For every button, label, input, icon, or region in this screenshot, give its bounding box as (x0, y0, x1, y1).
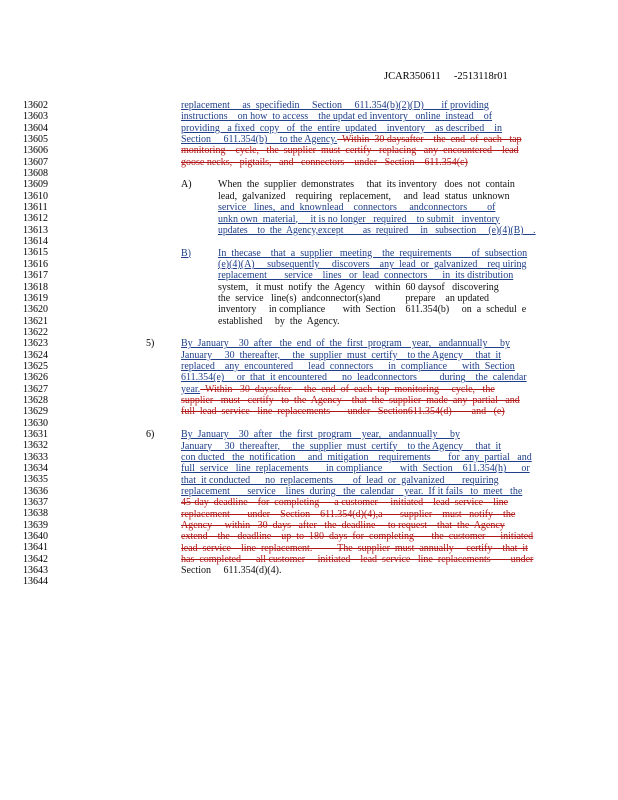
deleted-text: has completed all customer initiated lead service line replacements under (181, 554, 534, 565)
line-content (181, 565, 281, 576)
text-line (0, 179, 618, 190)
inserted-text: full service line replacements in compliance with Section 611.354(h) or (181, 463, 530, 475)
deleted-text: lead service line replacement. The supplier must annually certify that it (181, 542, 528, 554)
item-label: 6) (146, 429, 155, 441)
inserted-text: updates to the Agency,except as required in subsection (e)(4)(B) . (218, 224, 536, 236)
line-number: 13609 (23, 179, 48, 191)
text-line (0, 248, 618, 259)
text-line (0, 293, 618, 304)
inserted-text: By January 30 after the first program year, andannually by (181, 429, 460, 441)
text-line (0, 214, 618, 225)
line-number: 13641 (23, 542, 48, 554)
inserted-text: (e)(4)(A) subsequently discovers any lead or galvanized req uiring (218, 258, 527, 270)
line-content (181, 338, 510, 349)
line-number: 13637 (23, 497, 48, 509)
text-line (0, 145, 618, 156)
line-content (218, 282, 499, 293)
line-number: 13616 (23, 258, 48, 270)
text-line (0, 475, 618, 486)
line-number: 13612 (23, 213, 48, 225)
inserted-text: con ducted the notification and mitigation requirements for any partial and (181, 451, 532, 463)
line-number: 13624 (23, 349, 48, 361)
text-line (0, 236, 618, 247)
doc-id: JCAR350611 (384, 71, 441, 82)
line-number: 13603 (23, 111, 48, 123)
deleted-text: 45-day deadline for completing a customer initiated lead service line (181, 497, 509, 509)
text-line (0, 531, 618, 542)
text-line (0, 384, 618, 395)
line-number: 13620 (23, 304, 48, 316)
line-number: 13630 (23, 417, 48, 429)
line-number: 13606 (23, 145, 48, 157)
line-content (218, 316, 340, 327)
line-content (181, 441, 501, 452)
line-content (218, 202, 495, 213)
text-line (0, 327, 618, 338)
line-content (181, 145, 519, 156)
inserted-text: replacement service lines during the calendar year. (181, 485, 424, 497)
line-number: 13617 (23, 270, 48, 282)
text-line (0, 282, 618, 293)
line-number: 13634 (23, 463, 48, 474)
line-number: 13605 (23, 134, 48, 146)
inserted-text: replacement service lines or lead connectors in its distribution (218, 270, 514, 282)
plain-text: lead, galvanized requiring replacement, and lead status unknown (218, 190, 510, 202)
line-content (181, 497, 508, 508)
item-label: 5) (146, 338, 155, 350)
line-content (181, 395, 520, 406)
text-line (0, 486, 618, 497)
line-number: 13633 (23, 451, 48, 463)
line-content (218, 179, 515, 190)
text-line (0, 100, 618, 111)
line-number: 13639 (23, 519, 48, 531)
inserted-text: Section 611.354(b) to the Agency. (181, 134, 338, 146)
line-content (181, 475, 499, 486)
inserted-text: 611.354(e) or that it encountered no leadconnectors during the calendar (181, 372, 527, 384)
text-line (0, 565, 618, 576)
text-line (0, 123, 618, 134)
line-content (181, 543, 528, 554)
plain-text: inventory in compliance with Section 611.354(b) on a schedul e (218, 304, 527, 316)
line-number: 13642 (23, 553, 48, 565)
inserted-text: By January 30 after the end of the first program year, andannually by (181, 338, 510, 350)
line-content (218, 225, 536, 236)
line-number: 13635 (23, 474, 48, 486)
line-number: 13610 (23, 190, 48, 202)
line-content (181, 452, 532, 463)
deleted-text: goose necks, pigtails, and connectors under Section 611.354(c) (181, 156, 468, 168)
text-line (0, 520, 618, 531)
deleted-text: Agency within 30 days after the deadline to request that the Agency (181, 519, 505, 531)
inserted-text: January 30 thereafter, the supplier must certify to the Agency that it (181, 349, 502, 361)
line-content (181, 463, 530, 474)
inserted-text: providing a fixed copy of the entire updated inventory as described in (181, 122, 503, 134)
item-label: B) (181, 247, 191, 259)
deleted-text: replacement under Section 611.354(d)(4),a supplier must notify the (181, 508, 516, 520)
deleted-text: Within 30 daysafter the end of each tap monitoring cycle, the (200, 383, 495, 395)
line-content (181, 111, 492, 122)
text-line (0, 350, 618, 361)
text-line (0, 497, 618, 508)
plain-text: system, it must notify the Agency within 60 daysof discovering (218, 281, 499, 293)
line-content (218, 191, 510, 202)
inserted-text: In thecase that a supplier meeting the requirements of subsection (218, 247, 528, 259)
text-line (0, 157, 618, 168)
line-number: 13621 (23, 315, 48, 327)
line-content (218, 270, 513, 281)
inserted-text: year. (181, 383, 201, 395)
line-content (181, 134, 522, 145)
text-line (0, 418, 618, 429)
text-line (0, 270, 618, 281)
line-number: 13622 (23, 326, 48, 338)
line-number: 13644 (23, 576, 48, 588)
text-line (0, 554, 618, 565)
text-line (0, 463, 618, 474)
text-line (0, 406, 618, 417)
text-line (0, 338, 618, 349)
text-line (0, 395, 618, 406)
line-content (181, 157, 468, 168)
deleted-text: extend the deadline up to 180 days for completing the customer initiated (181, 531, 534, 543)
line-number: 13602 (23, 100, 48, 111)
line-number: 13626 (23, 372, 48, 384)
line-number: 13614 (23, 236, 48, 248)
line-content (218, 259, 527, 270)
deleted-text: Within 30 daysafter the end of each tap (337, 134, 522, 146)
line-number: 13623 (23, 338, 48, 350)
inserted-text: unkn own material, it is no longer required to submit inventory (218, 213, 500, 225)
text-line (0, 361, 618, 372)
text-line (0, 452, 618, 463)
line-content (181, 384, 495, 395)
line-number: 13631 (23, 428, 48, 440)
text-line (0, 316, 618, 327)
text-line (0, 441, 618, 452)
inserted-text: replaced any encountered lead connectors in compliance with Section (181, 361, 515, 373)
deleted-text: supplier must certify to the Agency that the supplier made any partial and (181, 395, 520, 407)
text-line (0, 543, 618, 554)
line-number: 13629 (23, 406, 48, 418)
text-line (0, 372, 618, 383)
line-number: 13625 (23, 360, 48, 372)
line-content (181, 123, 502, 134)
line-number: 13619 (23, 292, 48, 304)
document-header (384, 71, 508, 82)
line-content (181, 554, 533, 565)
plain-text: established by the Agency. (218, 315, 340, 327)
line-content (181, 429, 460, 440)
line-number: 13618 (23, 281, 48, 293)
line-number: 13608 (23, 168, 48, 180)
line-number: 13607 (23, 156, 48, 168)
line-content (218, 293, 489, 304)
text-line (0, 509, 618, 520)
line-number: 13638 (23, 508, 48, 520)
line-content (181, 406, 505, 417)
line-content (181, 520, 505, 531)
text-line (0, 168, 618, 179)
plain-text: the service line(s) andconnector(s)and prepare an updated (218, 292, 490, 304)
item-label: A) (181, 179, 192, 191)
line-number: 13615 (23, 247, 48, 259)
inserted-text: instructions on how to access the updat ed inventory online instead of (181, 111, 493, 123)
line-content (181, 486, 522, 497)
inserted-text: service lines, and knownlead connectors andconnectors of (218, 202, 496, 214)
line-number: 13613 (23, 224, 48, 236)
text-line (0, 202, 618, 213)
doc-version: -2513118r01 (453, 71, 508, 82)
line-content (181, 350, 501, 361)
line-number: 13604 (23, 122, 48, 134)
plain-text: Section 611.354(d)(4). (181, 565, 282, 577)
text-line (0, 134, 618, 145)
deleted-text: monitoring cycle, the supplier must certify replacing any encountered lead (181, 145, 519, 157)
text-line (0, 225, 618, 236)
line-content (181, 361, 515, 372)
line-number: 13632 (23, 440, 48, 452)
text-line (0, 259, 618, 270)
line-content (181, 100, 489, 111)
inserted-text: If it fails to meet the (423, 485, 523, 497)
deleted-text: full lead service line replacements under Section611.354(d) and (e) (181, 406, 505, 418)
line-content (181, 509, 515, 520)
plain-text: When the supplier demonstrates that its inventory does not contain (218, 179, 515, 191)
line-content (218, 304, 526, 315)
line-content (218, 214, 500, 225)
inserted-text: that it conducted no replacements of lead or galvanized requiring (181, 474, 499, 486)
line-number: 13643 (23, 565, 48, 577)
line-number: 13611 (23, 202, 48, 214)
line-number: 13636 (23, 485, 48, 497)
line-number: 13628 (23, 394, 48, 406)
text-line (0, 111, 618, 122)
text-line (0, 191, 618, 202)
line-content (218, 248, 527, 259)
inserted-text: January 30 thereafter, the supplier must certify to the Agency that it (181, 440, 502, 452)
text-line (0, 304, 618, 315)
line-content (181, 372, 527, 383)
line-number: 13627 (23, 383, 48, 395)
text-line (0, 577, 618, 588)
line-content (181, 531, 533, 542)
text-line (0, 429, 618, 440)
line-number: 13640 (23, 531, 48, 543)
inserted-text: replacement as specifiedin Section 611.354(b)(2)(D) if providing (181, 100, 489, 111)
